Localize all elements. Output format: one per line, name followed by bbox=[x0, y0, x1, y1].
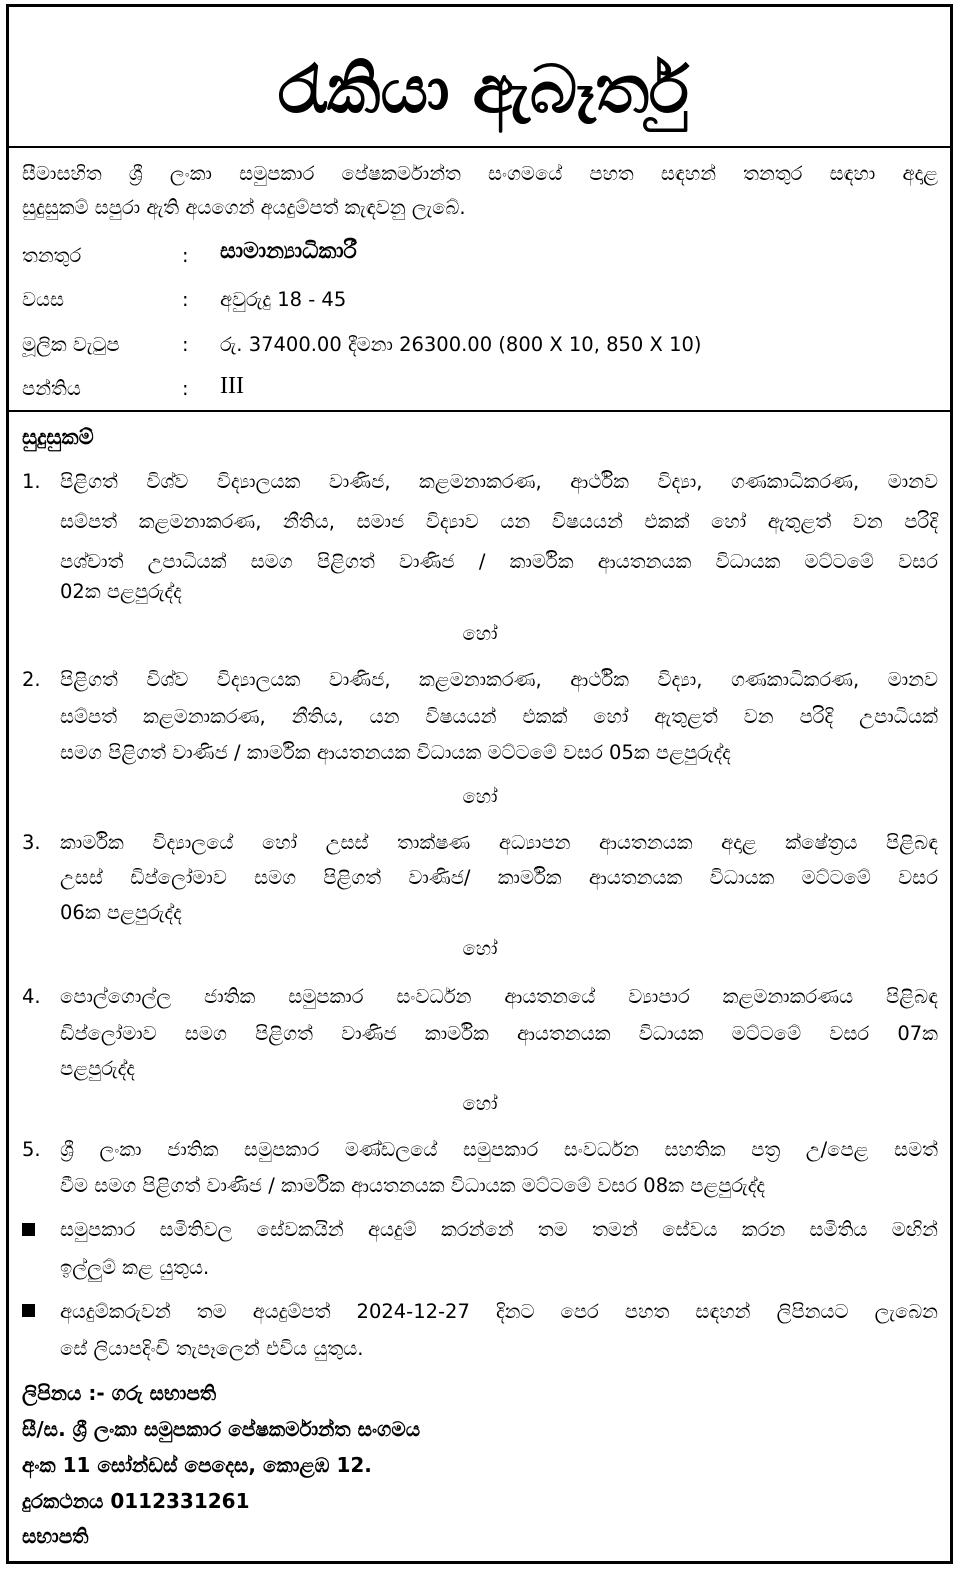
qualification-4-line: පළපුරුද්ද bbox=[60, 1057, 135, 1080]
note-2-line: අයදුම්කරුවන් තම අයදුම්පත් 2024-12-27 දිනට පෙර පහත සඳහන් ලිපිනයට ලැබෙන bbox=[60, 1300, 938, 1323]
qualification-3-line: උසස් ඩිප්ලෝමාව සමග පිළිගත් වාණිජ/ කාර්මික ආයතනයක විධායක මට්ටමේ වසර bbox=[60, 866, 938, 889]
bullet-square-icon bbox=[22, 1304, 35, 1317]
note-1-line: සමුපකාර සමිතිවල සේවකයින් අයදුම් කරන්නේ තම තමන් සේවය කරන සමිතිය මඟින් bbox=[60, 1218, 938, 1241]
qualification-4-line: ඩිප්ලෝමාව සමග පිළිගත් වාණිජ කාර්මික ආයතනයක විධායක මට්ටමේ වසර 07ක bbox=[60, 1022, 938, 1045]
signatory-line: සභාපති bbox=[22, 1524, 89, 1548]
qualification-1-line: පිළිගත් විශ්ව විද්‍යාලයක වාණිජ, කළමනාකරණ, ආර්ථික විද්‍යා, ගණකාධිකරණ, මානව bbox=[60, 470, 938, 493]
qualification-number: 4. bbox=[22, 985, 41, 1008]
qualification-2-line: සමග පිළිගත් වාණිජ / කාර්මික ආයතනයක විධායක මට්ටමේ වසර 05ක පළපුරුද්ද bbox=[60, 741, 731, 764]
detail-colon: : bbox=[182, 244, 189, 267]
qualification-1-line: පශ්චාත් උපාධියක් සමග පිළිගත් වාණිජ / කාර්මික ආයතනයක විධායක මට්ටමේ වසර bbox=[60, 550, 938, 573]
detail-label-class: පන්තිය bbox=[22, 377, 81, 400]
qualification-2-line: සම්පත් කළමනාකරණ, නීතිය, යන විෂයයන් එකක් හෝ ඇතුළත් වන පරිදි උපාධියක් bbox=[60, 705, 938, 728]
qualification-number: 3. bbox=[22, 831, 41, 854]
note-2-line: සේ ලියාපදිංචි තැපෑලෙන් එවිය යුතුය. bbox=[60, 1337, 364, 1360]
address-line: ලිපිනය :- ගරු සභාපති bbox=[22, 1381, 217, 1405]
bullet-square-icon bbox=[22, 1223, 35, 1236]
address-line: සී/ස. ශ්‍රී ලංකා සමුපකාර පේෂකර්මාන්ත සංගමය bbox=[22, 1417, 421, 1441]
detail-label-post: තනතුර bbox=[22, 244, 82, 267]
or-separator: හෝ bbox=[462, 1092, 498, 1115]
detail-value-salary: රු. 37400.00 දීමනා 26300.00 (800 X 10, 850 X 10) bbox=[220, 333, 702, 356]
details-divider bbox=[9, 410, 950, 412]
or-separator: හෝ bbox=[462, 785, 498, 808]
intro-line-1: සීමාසහිත ශ්‍රී ලංකා සමුපකාර පේෂකර්මාන්ත සංගමයේ පහත සඳහන් තනතුර සඳහා අදාළ bbox=[22, 162, 938, 185]
phone-line: දුරකථනය 0112331261 bbox=[22, 1489, 250, 1513]
intro-line-2: සුදුසුකම් සපුරා ඇති අයගෙන් අයදුම්පත් කැඳවනු ලැබේ. bbox=[22, 196, 466, 219]
or-separator: හෝ bbox=[462, 622, 498, 645]
qualification-number: 1. bbox=[22, 470, 41, 493]
qualifications-heading: සුදුසුකම් bbox=[22, 425, 94, 449]
qualification-2-line: පිළිගත් විශ්ව විද්‍යාලයක වාණිජ, කළමනාකරණ, ආර්ථික විද්‍යා, ගණකාධිකරණ, මානව bbox=[60, 668, 938, 691]
address-line: අංක 11 සෝන්ඩස් පෙදෙස, කොළඹ 12. bbox=[22, 1453, 372, 1477]
advertisement-title: රැකියා ඇබෑර්තු bbox=[278, 51, 689, 128]
detail-label-salary: මූලික වැටුප bbox=[22, 333, 120, 356]
qualification-4-line: පොල්ගොල්ල ජාතික සමුපකාර සංවර්ධන ආයතනයේ ව්‍යාපාර කළමනාකරණය පිළිබඳ bbox=[60, 985, 938, 1008]
qualification-5-line: වීම සමග පිළිගත් වාණිජ / කාර්මික ආයතනයක විධායක මට්ටමේ වසර 08ක පළපුරුද්ද bbox=[60, 1174, 766, 1197]
qualification-number: 2. bbox=[22, 668, 41, 691]
qualification-1-line: 02ක පළපුරුද්ද bbox=[60, 580, 182, 603]
detail-value-class: III bbox=[220, 373, 244, 399]
detail-value-age: අවුරුදු 18 - 45 bbox=[220, 288, 347, 311]
qualification-3-line: කාර්මික විද්‍යාලයේ හෝ උසස් තාක්ෂණ අධ්‍යාපන ආයතනයක අදාළ ක්ෂේත්‍රය පිළිබඳ bbox=[60, 831, 938, 854]
detail-label-age: වයස bbox=[22, 288, 65, 311]
note-1-line: ඉල්ලුම් කළ යුතුය. bbox=[60, 1256, 210, 1279]
title-divider bbox=[9, 146, 950, 148]
detail-value-post: සාමාන්‍යාධිකාරී bbox=[220, 239, 357, 264]
qualification-1-line: සම්පත් කළමනාකරණ, නීතිය, සමාජ විද්‍යාව යන විෂයයන් එකක් හෝ ඇතුළත් වන පරිදි bbox=[60, 510, 938, 533]
qualification-number: 5. bbox=[22, 1138, 41, 1161]
qualification-5-line: ශ්‍රී ලංකා ජාතික සමුපකාර මණ්ඩලයේ සමුපකාර සංවර්ධන සහතික පත්‍ර උ/පෙළ සමත් bbox=[60, 1138, 938, 1161]
detail-colon: : bbox=[182, 377, 189, 400]
detail-colon: : bbox=[182, 288, 189, 311]
qualification-3-line: 06ක පළපුරුද්ද bbox=[60, 901, 182, 924]
or-separator: හෝ bbox=[462, 937, 498, 960]
detail-colon: : bbox=[182, 333, 189, 356]
